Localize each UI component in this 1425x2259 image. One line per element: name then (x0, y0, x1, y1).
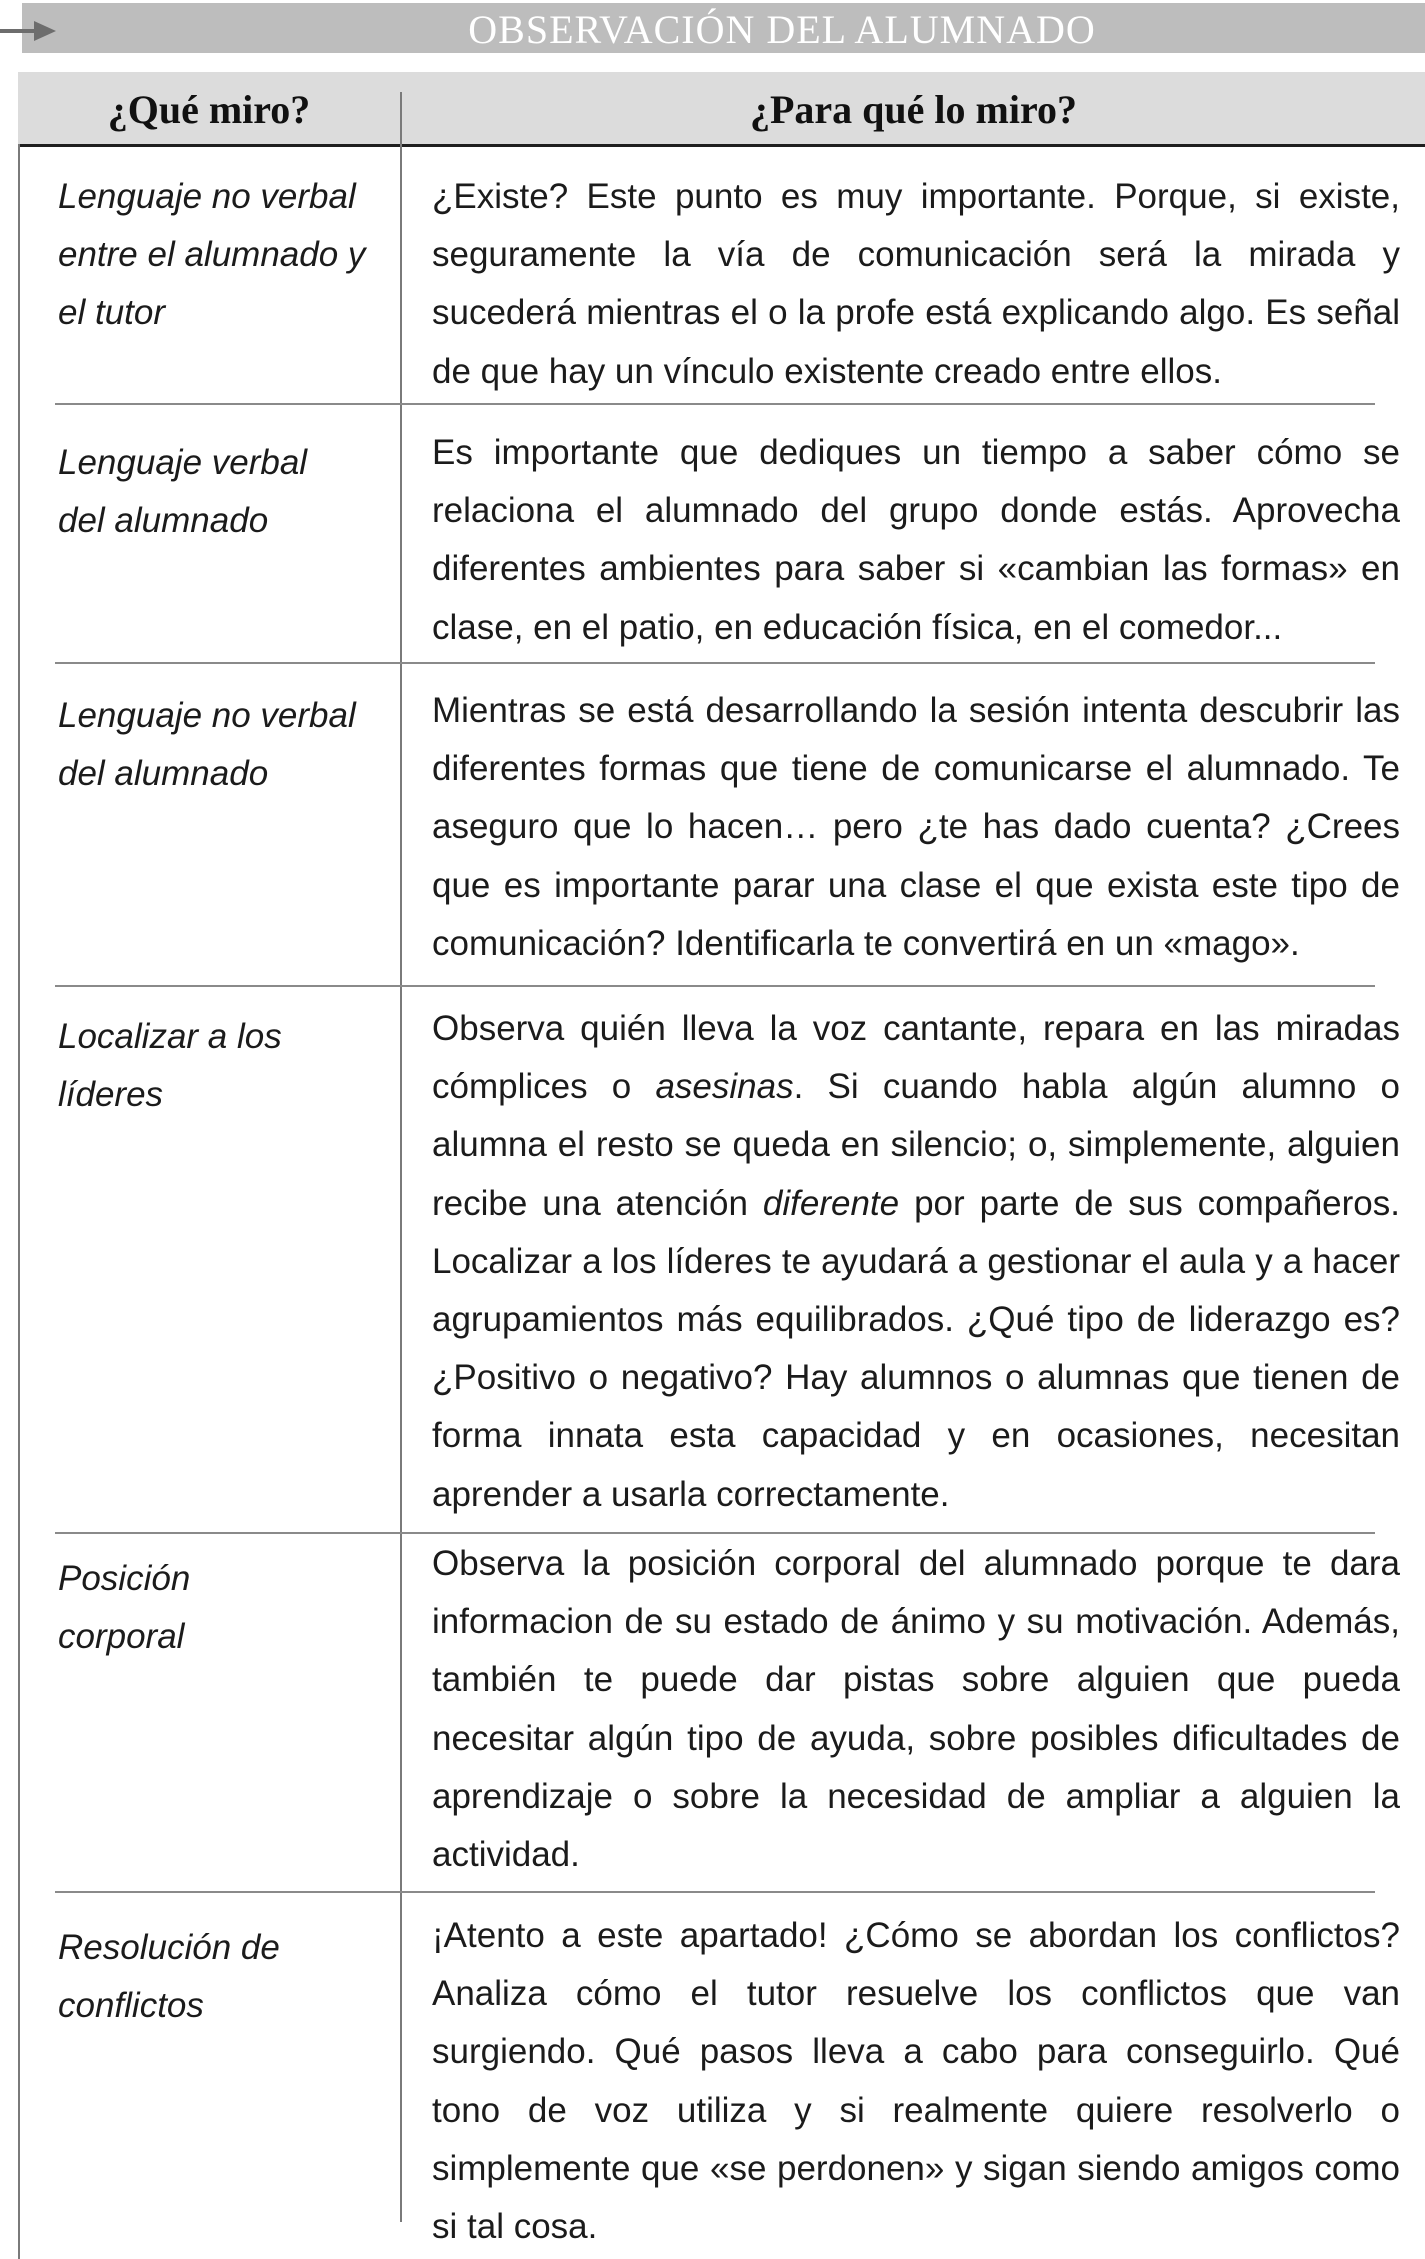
row-label-nonverbal-tutor: Lenguaje no verbal entre el alumnado y el tutor (58, 177, 366, 332)
row-divider (55, 1532, 1375, 1534)
section-title-bar (0, 0, 1425, 58)
row-text-verbal: Es importante que dediques un tiempo a saber cómo se relaciona el alumnado del grupo donde estás. Aprovecha diferentes ambientes para saber si «cambian las formas» en clase, en el patio, en educación física, en el comedor... (432, 433, 1400, 647)
table-left-border (18, 144, 20, 2259)
row-text-conflicts: ¡Atento a este apartado! ¿Cómo se abordan los conflictos? Analiza cómo el tutor resuelve los conflictos que van surgiendo. Qué pasos lleva a cabo para conseguirlo. Qué tono de voz utiliza y si realmente quiere resolverlo o simplemente que «se perdonen» y sigan siendo amigos como si tal cosa. (432, 1916, 1400, 2247)
column-divider (400, 92, 402, 2222)
column-header-why: ¿Para qué lo miro? (749, 87, 1077, 132)
row-divider (55, 985, 1375, 987)
row-label-conflicts: Resolución de conflictos (58, 1928, 280, 2025)
row-text-nonverbal: Mientras se está desarrollando la sesión intenta descubrir las diferentes formas que tiene de comunicarse el alumnado. Te aseguro que lo hacen… pero ¿te has dado cuenta? ¿Crees que es importante parar una clase el que exista este tipo de comunicación? Identificarla te convertirá en un «mago». (432, 691, 1400, 963)
row-text-leaders: Observa quién lleva la voz cantante, repara en las miradas cómplices o asesinas. Si cuando habla algún alumno o alumna el resto se queda en silencio; o, simplemente, alguien recibe una atención diferente por parte de sus compañeros. Localizar a los líderes te ayudará a gestionar el aula y a hacer agrupamientos más equilibrados. ¿Qué tipo de liderazgo es? ¿Positivo o negativo? Hay alumnos o alumnas que tienen de forma innata esta capacidad y en ocasiones, necesitan aprender a usarla correctamente. (432, 1009, 1400, 1514)
section-title: OBSERVACIÓN DEL ALUMNADO (468, 7, 1096, 52)
row-label-posture: Posición corporal (58, 1559, 191, 1656)
column-header-what: ¿Qué miro? (107, 87, 311, 132)
row-text-nonverbal-tutor: ¿Existe? Este punto es muy importante. Porque, si existe, seguramente la vía de comunicación será la mirada y sucederá mientras el o la profe está explicando algo. Es señal de que hay un vínculo existente creado entre ellos. (432, 177, 1400, 391)
emphasis-word: asesinas (655, 1067, 794, 1107)
row-label-verbal: Lenguaje verbal del alumnado (58, 443, 308, 540)
row-divider (55, 662, 1375, 664)
row-label-nonverbal: Lenguaje no verbal del alumnado (58, 696, 356, 793)
emphasis-word: diferente (762, 1183, 900, 1223)
row-divider (55, 403, 1375, 405)
row-divider (55, 1891, 1375, 1893)
row-text-posture: Observa la posición corporal del alumnado porque te dara informacion de su estado de ánimo y su motivación. Además, también te puede dar pistas sobre alguien que pueda necesitar algún tipo de ayuda, sobre posibles dificultades de aprendizaje o sobre la necesidad de ampliar a alguien la actividad. (432, 1544, 1400, 1875)
row-label-leaders: Localizar a los líderes (58, 1017, 282, 1114)
